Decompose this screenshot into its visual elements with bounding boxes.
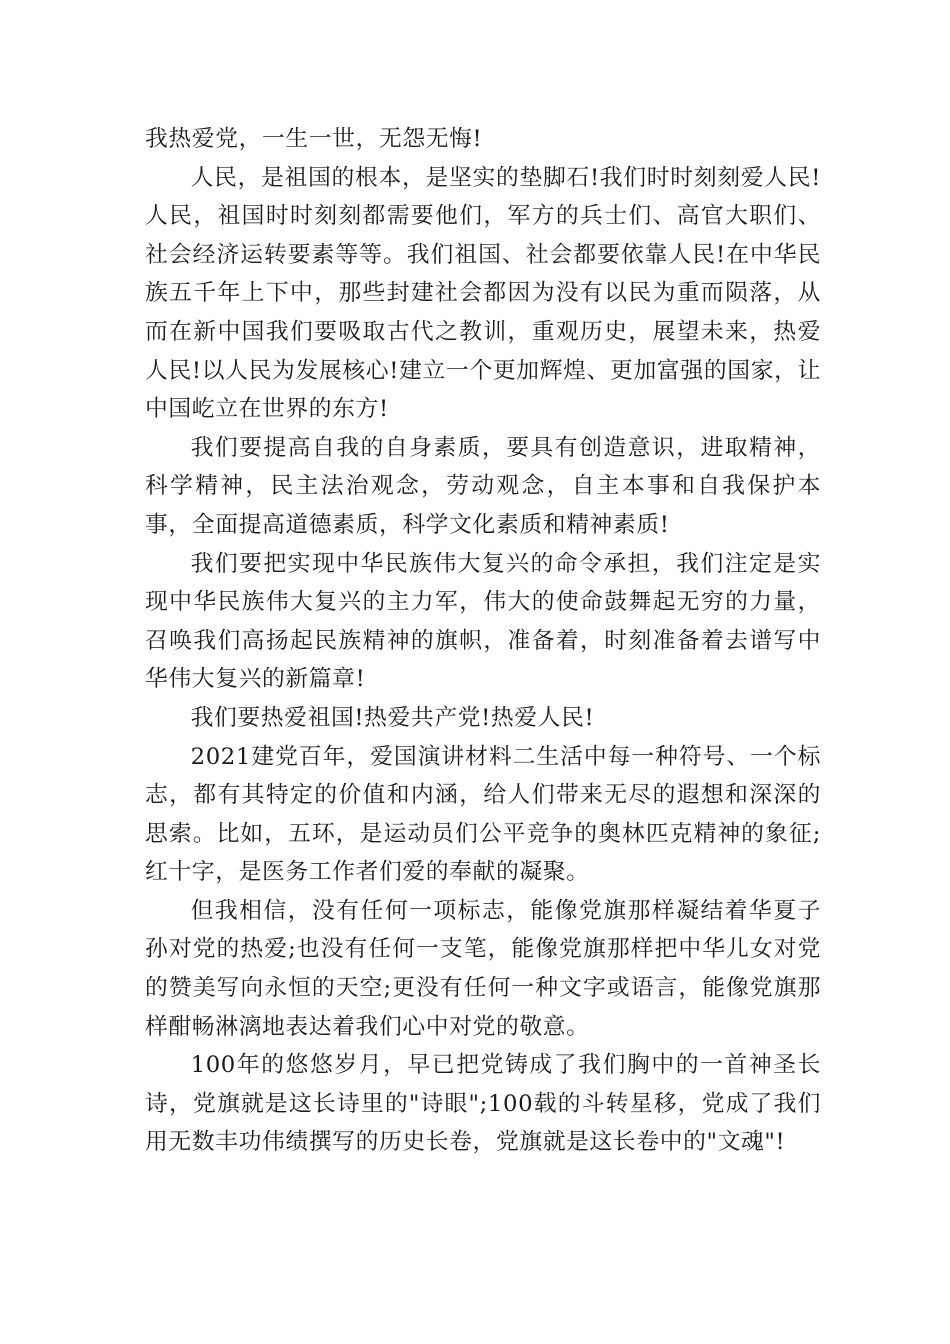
paragraph-6: 2021建党百年，爱国演讲材料二生活中每一种符号、一个标志，都有其特定的价值和内涵，给人们带来无尽的遐想和深深的思索。比如，五环，是运动员们公平竞争的奥林匹克精神的象征;红十字，是医务工作者们爱的奉献的凝聚。 <box>145 743 821 886</box>
paragraph-1: 我热爱党，一生一世，无怨无悔! <box>145 126 483 152</box>
paragraph-2: 人民，是祖国的根本，是坚实的垫脚石!我们时时刻刻爱人民!人民，祖国时时刻刻都需要他们，军方的兵士们、高官大职们、社会经济运转要素等等。我们祖国、社会都要依靠人民!在中华民族五千年上下中，那些封建社会都因为没有以民为重而陨落，从而在新中国我们要吸取古代之教训，重观历史，展望未来，热爱人民!以人民为发展核心!建立一个更加辉煌、更加富强的国家，让中国屹立在世界的东方! <box>145 164 821 423</box>
document-body <box>145 120 821 1162</box>
paragraph-3: 我们要提高自我的自身素质，要具有创造意识，进取精神，科学精神，民主法治观念，劳动观念，自主本事和自我保护本事，全面提高道德素质，科学文化素质和精神素质! <box>145 434 821 538</box>
paragraph-7: 但我相信，没有任何一项标志，能像党旗那样凝结着华夏子孙对党的热爱;也没有任何一支笔，能像党旗那样把中华儿女对党的赞美写向永恒的天空;更没有任何一种文字或语言，能像党旗那样酣畅淋漓地表达着我们心中对党的敬意。 <box>145 897 821 1040</box>
paragraph-8: 100年的悠悠岁月，早已把党铸成了我们胸中的一首神圣长诗，党旗就是这长诗里的"诗眼";100载的斗转星移，党成了我们用无数丰功伟绩撰写的历史长卷，党旗就是这长卷中的"文魂"! <box>145 1052 821 1156</box>
paragraph-4: 我们要把实现中华民族伟大复兴的命令承担，我们注定是实现中华民族伟大复兴的主力军，伟大的使命鼓舞起无穷的力量，召唤我们高扬起民族精神的旗帜，准备着，时刻准备着去谱写中华伟大复兴的新篇章! <box>145 550 821 693</box>
paragraph-5: 我们要热爱祖国!热爱共产党!热爱人民! <box>190 704 595 731</box>
